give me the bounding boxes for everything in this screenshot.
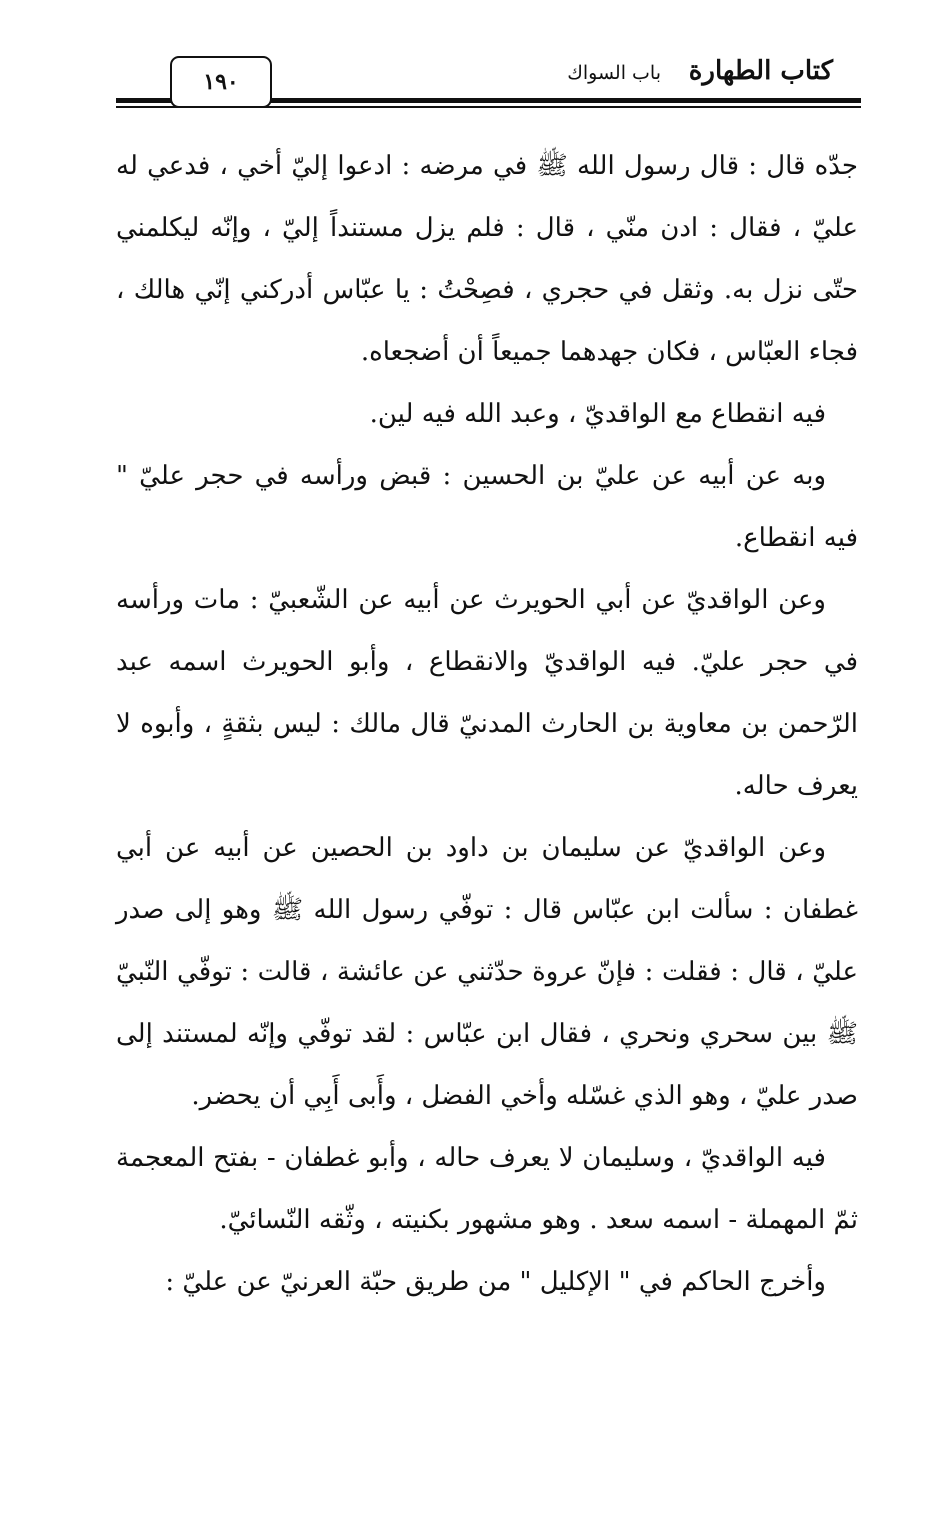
page-header (116, 50, 861, 110)
paragraph: وأخرج الحاكم في " الإكليل " من طريق حبّة العرنيّ عن عليّ : (165, 1267, 826, 1297)
paragraph: وعن الواقديّ عن سليمان بن داود بن الحصين عن أبيه عن أبي غطفان : سألت ابن عبّاس قال : توفّي رسول الله ﷺ وهو إلى صدر عليّ ، قال : فقلت : فإنّ عروة حدّثني عن عائشة ، قالت : توفّي النّبيّ ﷺ بين سحري ونحري ، فقال ابن عبّاس : لقد توفّي وإنّه لمستند إلى صدر عليّ ، وهو الذي غسّله وأخي الفضل ، وأَبى أَبِي أن يحضر. (116, 833, 858, 1111)
paragraph: فيه الواقديّ ، وسليمان لا يعرف حاله ، وأبو غطفان - بفتح المعجمة ثمّ المهملة - اسمه سعد . وهو مشهور بكنيته ، وثّقه النّسائيّ. (116, 1143, 858, 1235)
chapter-title: باب السواك (567, 62, 661, 84)
paragraph: وبه عن أبيه عن عليّ بن الحسين : قبض ورأسه في حجر عليّ " فيه انقطاع. (116, 461, 858, 553)
paragraph: جدّه قال : قال رسول الله ﷺ في مرضه : ادعوا إليّ أخي ، فدعي له عليّ ، فقال : ادن منّي ، قال : فلم يزل مستنداً إليّ ، وإنّه ليكلمني حتّى نزل به. وثقل في حجري ، فصِحْتُ : يا عبّاس أدركني إنّي هالك ، فجاء العبّاس ، فكان جهدهما جميعاً أن أضجعاه. (116, 151, 858, 367)
book-title: كتاب الطهارة (688, 56, 833, 86)
paragraph: فيه انقطاع مع الواقديّ ، وعبد الله فيه لين. (369, 399, 826, 429)
page-number: ١٩٠ (170, 56, 272, 108)
body-text (116, 135, 858, 1313)
paragraph: وعن الواقديّ عن أبي الحويرث عن أبيه عن الشّعبيّ : مات ورأسه في حجر عليّ. فيه الواقديّ والانقطاع ، وأبو الحويرث اسمه عبد الرّحمن بن معاوية بن الحارث المدنيّ قال مالك : ليس بثقةٍ ، وأبوه لا يعرف حاله. (116, 585, 858, 801)
